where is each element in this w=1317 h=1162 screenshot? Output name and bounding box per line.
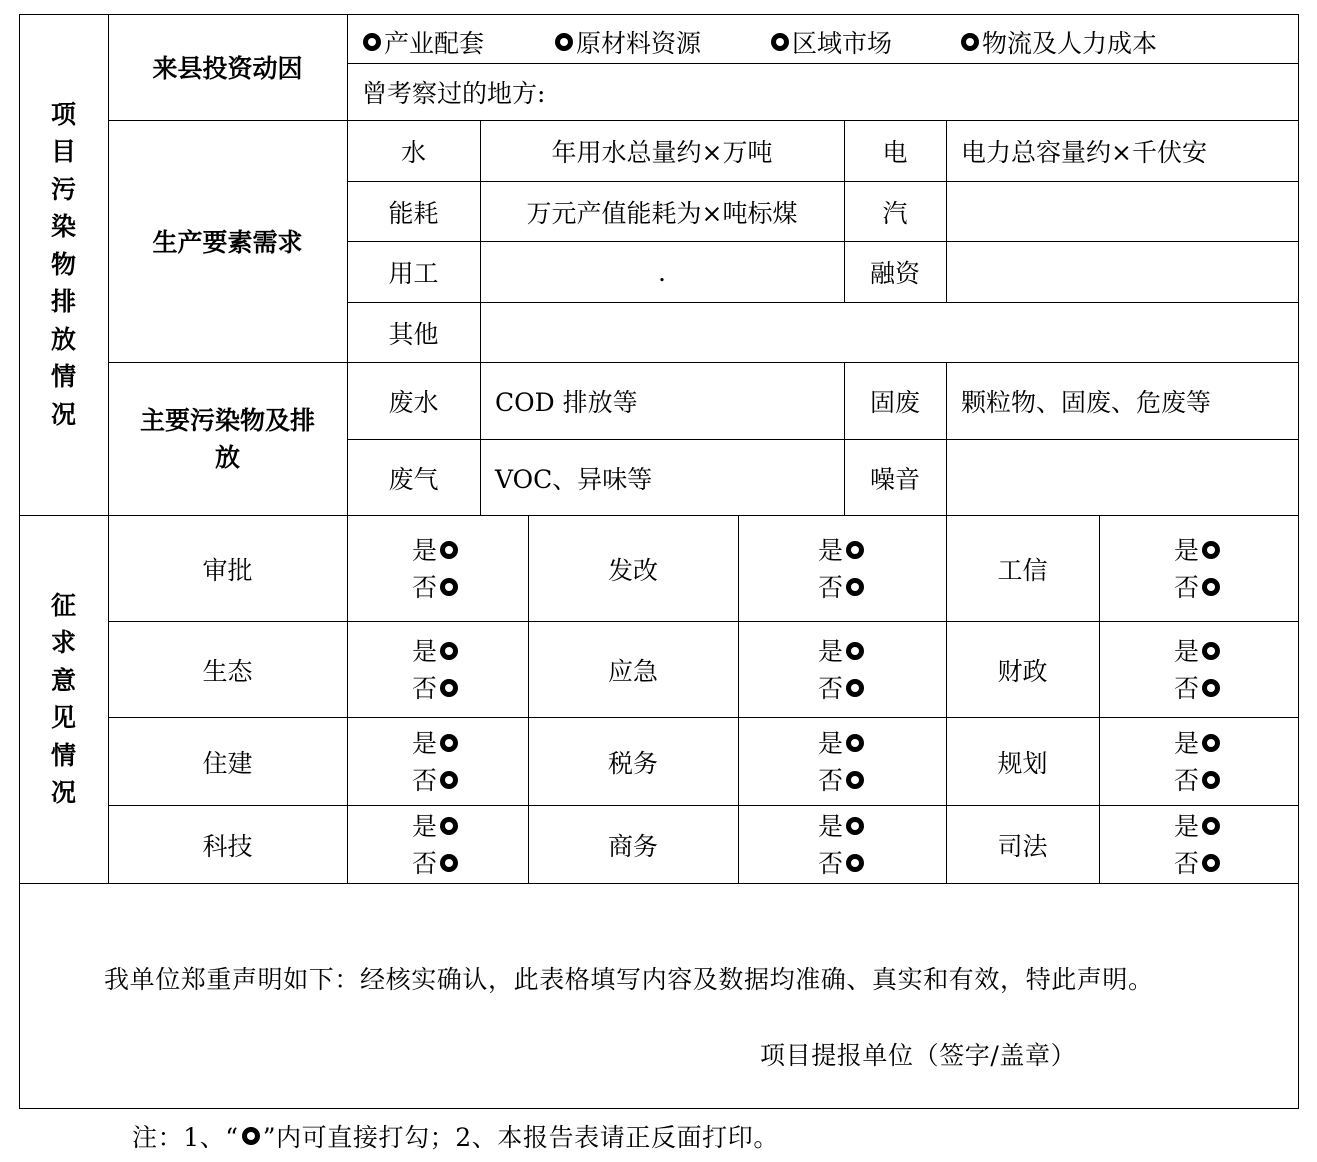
yes-label: 是 bbox=[818, 728, 844, 758]
circle-checkbox-icon[interactable] bbox=[440, 771, 458, 789]
yes-option[interactable] bbox=[818, 532, 867, 569]
yes-option[interactable] bbox=[1174, 633, 1223, 670]
no-label: 否 bbox=[412, 765, 438, 795]
yes-option[interactable] bbox=[412, 808, 461, 845]
section-title-opinions-char: 见 bbox=[50, 703, 76, 732]
no-label: 否 bbox=[1174, 673, 1200, 703]
yes-no-choice bbox=[818, 532, 867, 606]
factor-energy-value[interactable]: 万元产值能耗为×吨标煤 bbox=[526, 198, 798, 228]
no-label: 否 bbox=[1174, 848, 1200, 878]
no-option[interactable] bbox=[818, 569, 867, 606]
factor-steam-label: 汽 bbox=[882, 198, 908, 228]
department-label: 规划 bbox=[997, 748, 1048, 778]
section-title-pollution-char: 目 bbox=[50, 137, 76, 167]
section-title-pollution-char: 况 bbox=[50, 399, 76, 429]
factor-other-label: 其他 bbox=[388, 319, 439, 349]
section-title-pollution-char: 污 bbox=[50, 174, 76, 204]
section-title-pollution-char: 排 bbox=[50, 287, 76, 317]
circle-checkbox-icon[interactable] bbox=[846, 854, 864, 872]
yes-no-choice bbox=[818, 725, 867, 799]
circle-checkbox-icon[interactable] bbox=[1202, 642, 1220, 660]
yes-label: 是 bbox=[412, 811, 438, 841]
circle-checkbox-icon[interactable] bbox=[440, 854, 458, 872]
yes-option[interactable] bbox=[818, 633, 867, 670]
motive-label: 来县投资动因 bbox=[152, 54, 303, 83]
yes-label: 是 bbox=[1174, 636, 1200, 666]
declaration-statement: 我单位郑重声明如下：经核实确认，此表格填写内容及数据均准确、真实和有效，特此声明。 bbox=[104, 965, 1154, 994]
yes-label: 是 bbox=[818, 636, 844, 666]
pollutant-wastewater-value[interactable]: COD 排放等 bbox=[495, 388, 638, 417]
department-label: 司法 bbox=[997, 831, 1048, 861]
yes-label: 是 bbox=[1174, 811, 1200, 841]
department-label: 税务 bbox=[607, 748, 658, 778]
pollutant-solid-label: 固废 bbox=[869, 388, 920, 417]
circle-checkbox-icon[interactable] bbox=[1202, 578, 1220, 596]
no-label: 否 bbox=[1174, 765, 1200, 795]
circle-checkbox-icon[interactable] bbox=[555, 33, 573, 51]
yes-label: 是 bbox=[1174, 535, 1200, 565]
section-title-pollution-char: 物 bbox=[50, 249, 76, 279]
circle-checkbox-icon[interactable] bbox=[771, 33, 789, 51]
yes-option[interactable] bbox=[1174, 808, 1223, 845]
signature-label: 项目提报单位（签字/盖章） bbox=[760, 1041, 1077, 1070]
section-title-pollution bbox=[19, 14, 108, 515]
no-label: 否 bbox=[818, 572, 844, 602]
circle-checkbox-icon[interactable] bbox=[440, 817, 458, 835]
yes-no-choice bbox=[1174, 725, 1223, 799]
factors-label: 生产要素需求 bbox=[152, 228, 303, 257]
footnote: 注：1、“ ”内可直接打勾；2、本报告表请正反面打印。 bbox=[132, 1123, 779, 1152]
circle-checkbox-icon[interactable] bbox=[1202, 771, 1220, 789]
pollutant-gas-label: 废气 bbox=[388, 464, 439, 494]
circle-checkbox-icon[interactable] bbox=[440, 734, 458, 752]
no-label: 否 bbox=[412, 848, 438, 878]
pollutant-noise-value[interactable] bbox=[947, 440, 1298, 515]
section-title-opinions-char: 意 bbox=[50, 665, 76, 695]
section-title-opinions bbox=[19, 515, 108, 883]
no-option[interactable] bbox=[1174, 670, 1223, 707]
circle-checkbox-icon[interactable] bbox=[846, 734, 864, 752]
no-label: 否 bbox=[412, 572, 438, 602]
circle-checkbox-icon[interactable] bbox=[1202, 541, 1220, 559]
department-label: 生态 bbox=[202, 656, 253, 686]
section-title-opinions-char: 情 bbox=[50, 740, 76, 770]
yes-label: 是 bbox=[1174, 728, 1200, 758]
department-label: 工信 bbox=[997, 555, 1048, 585]
no-option[interactable] bbox=[818, 670, 867, 707]
yes-no-choice bbox=[1174, 532, 1223, 606]
circle-checkbox-icon[interactable] bbox=[846, 679, 864, 697]
no-option[interactable] bbox=[818, 845, 867, 882]
factor-steam-value[interactable] bbox=[947, 182, 1298, 241]
no-option[interactable] bbox=[818, 762, 867, 799]
section-title-pollution-char: 情 bbox=[50, 362, 76, 392]
circle-checkbox-icon[interactable] bbox=[440, 578, 458, 596]
factor-energy-label: 能耗 bbox=[388, 198, 439, 228]
section-title-opinions-char: 征 bbox=[50, 590, 76, 620]
no-label: 否 bbox=[1174, 572, 1200, 602]
motive-option-market[interactable]: 区域市场 bbox=[768, 24, 892, 60]
circle-checkbox-icon[interactable] bbox=[1202, 734, 1220, 752]
yes-option[interactable] bbox=[1174, 532, 1223, 569]
no-option[interactable] bbox=[412, 845, 461, 882]
yes-label: 是 bbox=[412, 535, 438, 565]
pollutant-wastewater-label: 废水 bbox=[388, 388, 439, 417]
department-label: 科技 bbox=[202, 831, 253, 861]
circle-checkbox-icon[interactable] bbox=[1202, 679, 1220, 697]
no-label: 否 bbox=[818, 765, 844, 795]
section-title-opinions-char: 求 bbox=[50, 628, 76, 657]
yes-no-choice bbox=[818, 633, 867, 707]
circle-checkbox-icon[interactable] bbox=[846, 642, 864, 660]
yes-option[interactable] bbox=[412, 633, 461, 670]
yes-no-choice bbox=[412, 725, 461, 799]
factor-water-label: 水 bbox=[400, 138, 426, 167]
no-option[interactable] bbox=[1174, 845, 1223, 882]
no-option[interactable] bbox=[412, 569, 461, 606]
visited-places-label: 曾考察过的地方: bbox=[362, 79, 546, 108]
yes-no-choice bbox=[818, 808, 867, 882]
pollutant-noise-label: 噪音 bbox=[869, 464, 920, 494]
section-title-opinions-char: 况 bbox=[50, 778, 76, 807]
department-label: 审批 bbox=[202, 555, 253, 585]
department-label: 发改 bbox=[607, 555, 658, 585]
circle-checkbox-icon[interactable] bbox=[440, 541, 458, 559]
yes-label: 是 bbox=[412, 728, 438, 758]
factor-electricity-label: 电 bbox=[882, 138, 908, 167]
no-label: 否 bbox=[818, 848, 844, 878]
factor-financing-value[interactable] bbox=[947, 242, 1298, 302]
circle-checkbox-icon[interactable] bbox=[1202, 854, 1220, 872]
yes-option[interactable] bbox=[818, 808, 867, 845]
yes-option[interactable] bbox=[1174, 725, 1223, 762]
department-label: 财政 bbox=[997, 656, 1048, 686]
yes-option[interactable] bbox=[412, 725, 461, 762]
circle-checkbox-icon[interactable] bbox=[846, 578, 864, 596]
yes-no-choice bbox=[412, 532, 461, 606]
no-option[interactable] bbox=[412, 762, 461, 799]
department-label: 应急 bbox=[607, 656, 658, 686]
pollutants-label: 主要污染物及排 放 bbox=[139, 405, 315, 472]
factor-labor-value[interactable]: . bbox=[658, 257, 666, 287]
factor-electricity-value[interactable]: 电力总容量约×千伏安 bbox=[961, 138, 1207, 167]
yes-no-choice bbox=[1174, 633, 1223, 707]
motive-option-materials[interactable]: 原材料资源 bbox=[552, 24, 701, 60]
circle-checkbox-icon[interactable] bbox=[1202, 817, 1220, 835]
department-label: 商务 bbox=[607, 831, 658, 861]
factor-financing-label: 融资 bbox=[869, 259, 920, 288]
circle-checkbox-icon[interactable] bbox=[961, 33, 979, 51]
pollutant-gas-value[interactable]: VOC、异味等 bbox=[495, 464, 653, 494]
circle-checkbox-icon[interactable] bbox=[363, 33, 381, 51]
no-label: 否 bbox=[412, 673, 438, 703]
no-label: 否 bbox=[818, 673, 844, 703]
yes-no-choice bbox=[1174, 808, 1223, 882]
yes-label: 是 bbox=[818, 811, 844, 841]
department-label: 住建 bbox=[202, 748, 253, 778]
factor-other-value[interactable] bbox=[481, 303, 1298, 362]
circle-checkbox-icon[interactable] bbox=[440, 679, 458, 697]
no-option[interactable] bbox=[1174, 569, 1223, 606]
pollutant-solid-value[interactable]: 颗粒物、固废、危废等 bbox=[961, 388, 1212, 417]
circle-checkbox-icon[interactable] bbox=[846, 771, 864, 789]
motive-options bbox=[360, 18, 1290, 62]
yes-label: 是 bbox=[818, 535, 844, 565]
motive-option-logistics[interactable]: 物流及人力成本 bbox=[958, 24, 1157, 60]
factor-water-value[interactable]: 年用水总量约×万吨 bbox=[551, 138, 773, 167]
factor-labor-label: 用工 bbox=[388, 259, 439, 288]
yes-option[interactable] bbox=[412, 532, 461, 569]
circle-checkbox-icon bbox=[242, 1127, 260, 1145]
yes-no-choice bbox=[412, 633, 461, 707]
yes-label: 是 bbox=[412, 636, 438, 666]
motive-option-industry[interactable]: 产业配套 bbox=[360, 24, 484, 60]
circle-checkbox-icon[interactable] bbox=[846, 817, 864, 835]
yes-no-choice bbox=[412, 808, 461, 882]
no-option[interactable] bbox=[1174, 762, 1223, 799]
circle-checkbox-icon[interactable] bbox=[846, 541, 864, 559]
section-title-pollution-char: 项 bbox=[50, 99, 76, 129]
yes-option[interactable] bbox=[818, 725, 867, 762]
section-title-pollution-char: 放 bbox=[50, 324, 76, 354]
no-option[interactable] bbox=[412, 670, 461, 707]
section-title-pollution-char: 染 bbox=[50, 212, 76, 242]
circle-checkbox-icon[interactable] bbox=[440, 642, 458, 660]
